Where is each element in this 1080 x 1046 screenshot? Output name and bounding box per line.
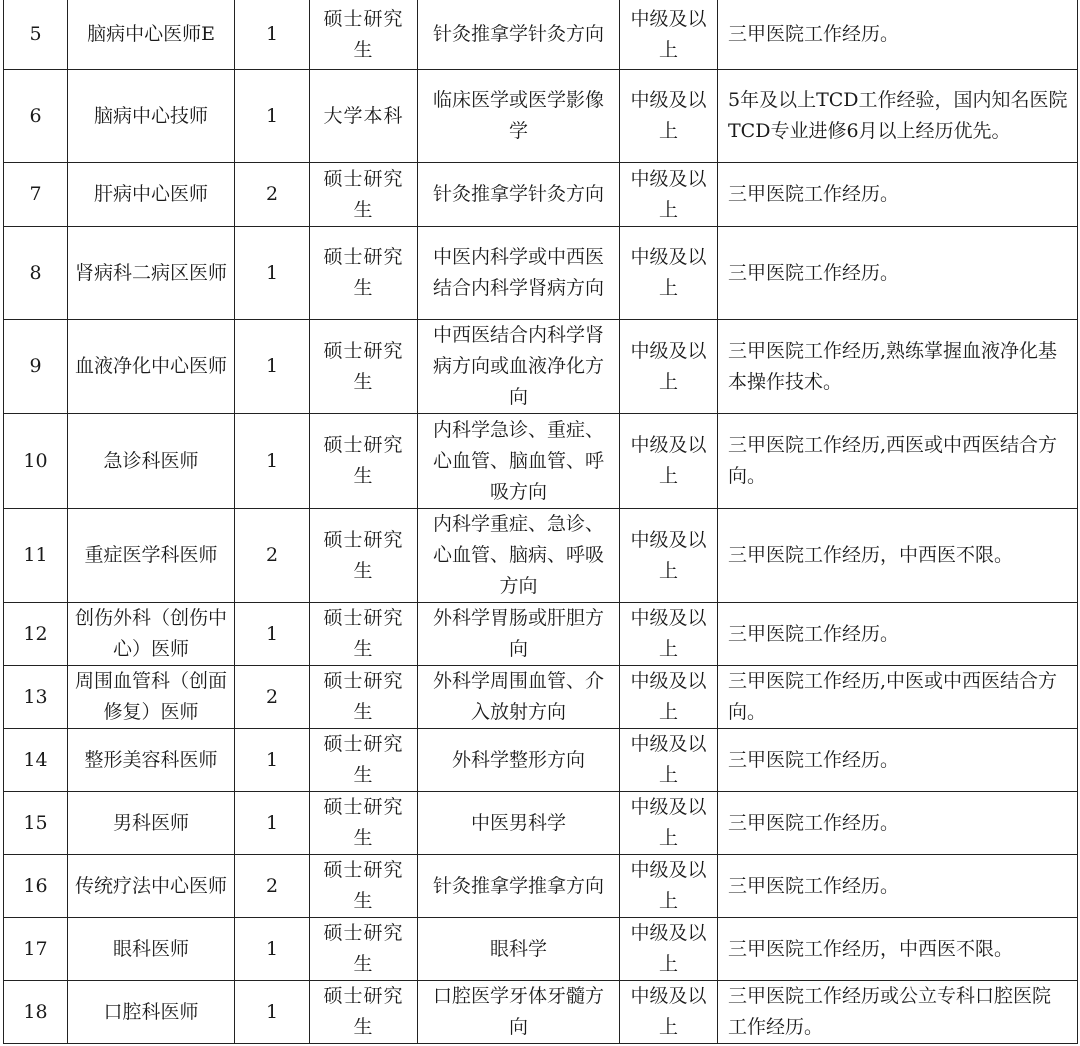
requirement-cell: 三甲医院工作经历。 xyxy=(718,729,1078,792)
row-number-cell: 14 xyxy=(4,729,68,792)
title-level-cell: 中级及以上 xyxy=(620,855,718,918)
education-cell: 硕士研究生 xyxy=(310,729,418,792)
table-row xyxy=(4,981,1078,1044)
title-level-cell: 中级及以上 xyxy=(620,320,718,414)
headcount-cell: 1 xyxy=(235,414,310,509)
headcount-cell: 1 xyxy=(235,981,310,1044)
requirement-cell: 三甲医院工作经历。 xyxy=(718,603,1078,666)
row-number-cell: 17 xyxy=(4,918,68,981)
title-level-cell: 中级及以上 xyxy=(620,414,718,509)
row-number-cell: 11 xyxy=(4,509,68,603)
requirement-cell: 三甲医院工作经历,熟练掌握血液净化基本操作技术。 xyxy=(718,320,1078,414)
recruitment-table xyxy=(3,0,1078,1044)
requirement-cell: 三甲医院工作经历，中西医不限。 xyxy=(718,918,1078,981)
position-cell: 眼科医师 xyxy=(68,918,235,981)
headcount-cell: 2 xyxy=(235,666,310,729)
row-number-cell: 15 xyxy=(4,792,68,855)
table-row xyxy=(4,163,1078,227)
table-row xyxy=(4,227,1078,320)
education-cell: 大学本科 xyxy=(310,70,418,163)
title-level-cell: 中级及以上 xyxy=(620,981,718,1044)
education-cell: 硕士研究生 xyxy=(310,320,418,414)
requirement-cell: 三甲医院工作经历。 xyxy=(718,227,1078,320)
title-level-cell: 中级及以上 xyxy=(620,0,718,70)
title-level-cell: 中级及以上 xyxy=(620,918,718,981)
major-cell: 外科学整形方向 xyxy=(418,729,620,792)
row-number-cell: 9 xyxy=(4,320,68,414)
requirement-cell: 三甲医院工作经历,中医或中西医结合方向。 xyxy=(718,666,1078,729)
table-row xyxy=(4,918,1078,981)
table-row xyxy=(4,414,1078,509)
headcount-cell: 2 xyxy=(235,163,310,227)
table-row xyxy=(4,666,1078,729)
row-number-cell: 12 xyxy=(4,603,68,666)
title-level-cell: 中级及以上 xyxy=(620,792,718,855)
table-row xyxy=(4,320,1078,414)
major-cell: 临床医学或医学影像学 xyxy=(418,70,620,163)
major-cell: 眼科学 xyxy=(418,918,620,981)
title-level-cell: 中级及以上 xyxy=(620,163,718,227)
major-cell: 中医内科学或中西医结合内科学肾病方向 xyxy=(418,227,620,320)
major-cell: 针灸推拿学针灸方向 xyxy=(418,0,620,70)
position-cell: 血液净化中心医师 xyxy=(68,320,235,414)
table-row xyxy=(4,729,1078,792)
major-cell: 口腔医学牙体牙髓方向 xyxy=(418,981,620,1044)
major-cell: 中西医结合内科学肾病方向或血液净化方向 xyxy=(418,320,620,414)
table-row xyxy=(4,509,1078,603)
position-cell: 男科医师 xyxy=(68,792,235,855)
requirement-cell: 三甲医院工作经历或公立专科口腔医院工作经历。 xyxy=(718,981,1078,1044)
position-cell: 整形美容科医师 xyxy=(68,729,235,792)
row-number-cell: 6 xyxy=(4,70,68,163)
row-number-cell: 18 xyxy=(4,981,68,1044)
major-cell: 中医男科学 xyxy=(418,792,620,855)
table-row xyxy=(4,70,1078,163)
title-level-cell: 中级及以上 xyxy=(620,70,718,163)
title-level-cell: 中级及以上 xyxy=(620,227,718,320)
education-cell: 硕士研究生 xyxy=(310,227,418,320)
position-cell: 脑病中心技师 xyxy=(68,70,235,163)
major-cell: 内科学急诊、重症、心血管、脑血管、呼吸方向 xyxy=(418,414,620,509)
row-number-cell: 16 xyxy=(4,855,68,918)
title-level-cell: 中级及以上 xyxy=(620,666,718,729)
major-cell: 内科学重症、急诊、心血管、脑病、呼吸方向 xyxy=(418,509,620,603)
table-row xyxy=(4,855,1078,918)
title-level-cell: 中级及以上 xyxy=(620,729,718,792)
position-cell: 口腔科医师 xyxy=(68,981,235,1044)
major-cell: 外科学胃肠或肝胆方向 xyxy=(418,603,620,666)
headcount-cell: 1 xyxy=(235,729,310,792)
education-cell: 硕士研究生 xyxy=(310,981,418,1044)
position-cell: 创伤外科（创伤中心）医师 xyxy=(68,603,235,666)
row-number-cell: 10 xyxy=(4,414,68,509)
position-cell: 肝病中心医师 xyxy=(68,163,235,227)
headcount-cell: 2 xyxy=(235,509,310,603)
education-cell: 硕士研究生 xyxy=(310,0,418,70)
table-body xyxy=(4,0,1078,1044)
position-cell: 传统疗法中心医师 xyxy=(68,855,235,918)
requirement-cell: 5年及以上TCD工作经验，国内知名医院TCD专业进修6月以上经历优先。 xyxy=(718,70,1078,163)
row-number-cell: 13 xyxy=(4,666,68,729)
headcount-cell: 2 xyxy=(235,855,310,918)
headcount-cell: 1 xyxy=(235,320,310,414)
headcount-cell: 1 xyxy=(235,792,310,855)
row-number-cell: 5 xyxy=(4,0,68,70)
position-cell: 脑病中心医师E xyxy=(68,0,235,70)
headcount-cell: 1 xyxy=(235,603,310,666)
education-cell: 硕士研究生 xyxy=(310,603,418,666)
table-row xyxy=(4,0,1078,70)
position-cell: 肾病科二病区医师 xyxy=(68,227,235,320)
requirement-cell: 三甲医院工作经历。 xyxy=(718,0,1078,70)
education-cell: 硕士研究生 xyxy=(310,792,418,855)
title-level-cell: 中级及以上 xyxy=(620,509,718,603)
education-cell: 硕士研究生 xyxy=(310,666,418,729)
requirement-cell: 三甲医院工作经历。 xyxy=(718,163,1078,227)
headcount-cell: 1 xyxy=(235,70,310,163)
row-number-cell: 8 xyxy=(4,227,68,320)
requirement-cell: 三甲医院工作经历。 xyxy=(718,855,1078,918)
requirement-cell: 三甲医院工作经历。 xyxy=(718,792,1078,855)
education-cell: 硕士研究生 xyxy=(310,509,418,603)
title-level-cell: 中级及以上 xyxy=(620,603,718,666)
row-number-cell: 7 xyxy=(4,163,68,227)
table-row xyxy=(4,792,1078,855)
education-cell: 硕士研究生 xyxy=(310,163,418,227)
position-cell: 周围血管科（创面修复）医师 xyxy=(68,666,235,729)
major-cell: 外科学周围血管、介入放射方向 xyxy=(418,666,620,729)
position-cell: 急诊科医师 xyxy=(68,414,235,509)
requirement-cell: 三甲医院工作经历,西医或中西医结合方向。 xyxy=(718,414,1078,509)
major-cell: 针灸推拿学针灸方向 xyxy=(418,163,620,227)
major-cell: 针灸推拿学推拿方向 xyxy=(418,855,620,918)
table-row xyxy=(4,603,1078,666)
headcount-cell: 1 xyxy=(235,227,310,320)
headcount-cell: 1 xyxy=(235,0,310,70)
headcount-cell: 1 xyxy=(235,918,310,981)
education-cell: 硕士研究生 xyxy=(310,414,418,509)
education-cell: 硕士研究生 xyxy=(310,855,418,918)
requirement-cell: 三甲医院工作经历，中西医不限。 xyxy=(718,509,1078,603)
education-cell: 硕士研究生 xyxy=(310,918,418,981)
position-cell: 重症医学科医师 xyxy=(68,509,235,603)
